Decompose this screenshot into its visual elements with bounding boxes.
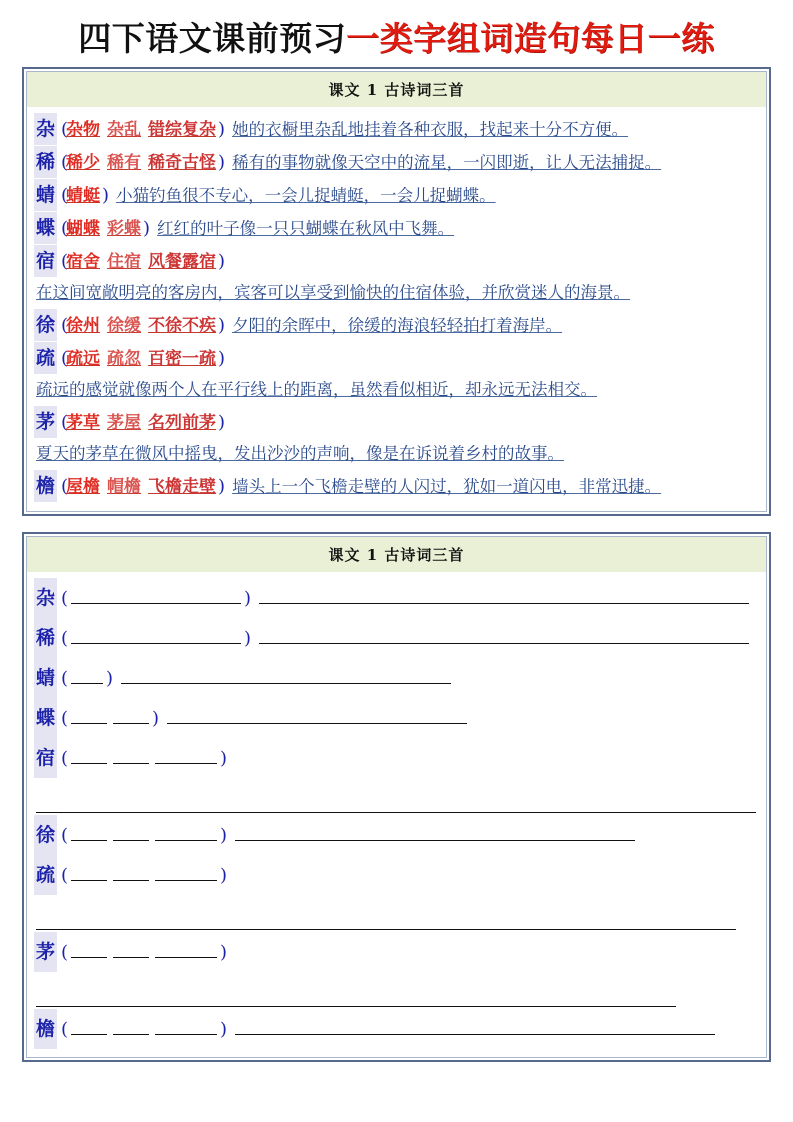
word: 彩蝶 — [107, 219, 142, 239]
answer-row — [34, 212, 759, 244]
close-paren: ) — [106, 668, 114, 689]
open-paren: ( — [61, 185, 65, 206]
word-blank-group[interactable] — [68, 941, 220, 958]
character-label: 宿 — [34, 738, 57, 778]
word: 杂物 — [66, 120, 101, 140]
close-paren: ) — [143, 218, 151, 239]
character-label: 徐 — [34, 815, 57, 855]
word-blank[interactable] — [113, 747, 149, 764]
close-paren: ) — [218, 315, 226, 336]
sentence-blank[interactable] — [167, 707, 467, 724]
word-list — [64, 472, 218, 502]
close-paren: ) — [220, 1019, 228, 1040]
open-paren: ( — [61, 825, 69, 846]
word-blank[interactable] — [155, 864, 217, 881]
character-label: 杂 — [34, 578, 57, 618]
word-list — [64, 214, 143, 244]
close-paren: ) — [218, 476, 226, 497]
open-paren: ( — [61, 748, 69, 769]
close-paren: ) — [218, 119, 226, 140]
open-paren: ( — [61, 588, 69, 609]
word-blank-group[interactable] — [68, 667, 106, 684]
open-paren: ( — [61, 708, 69, 729]
open-paren: ( — [61, 315, 65, 336]
close-paren: ) — [220, 825, 228, 846]
word-list — [64, 181, 102, 211]
word-list — [64, 247, 218, 277]
sentence-blank[interactable] — [259, 627, 749, 644]
word: 稀少 — [66, 153, 101, 173]
word-blank[interactable] — [71, 864, 107, 881]
close-paren: ) — [220, 748, 228, 769]
character-label: 稀 — [34, 618, 57, 658]
answer-row — [34, 146, 759, 178]
word: 杂乱 — [107, 120, 142, 140]
example-sentence-line — [34, 278, 759, 308]
practice-row — [34, 578, 759, 618]
page-title — [0, 0, 793, 67]
answer-box-inner — [26, 71, 767, 512]
practice-row — [34, 738, 759, 778]
character-label: 蝶 — [34, 212, 57, 244]
word-blank[interactable] — [113, 707, 149, 724]
word-blank[interactable] — [71, 1018, 107, 1035]
sentence-blank[interactable] — [121, 667, 451, 684]
page-title-red: 一类字组词造句每日一练 — [346, 19, 715, 58]
close-paren: ) — [102, 185, 110, 206]
answer-row — [34, 406, 759, 438]
word-blank[interactable] — [113, 824, 149, 841]
example-sentence-line — [34, 375, 759, 405]
answer-row — [34, 179, 759, 211]
example-sentence: 夕阳的余晖中，徐缓的海浪轻轻拍打着海岸。 — [232, 316, 563, 335]
practice-row — [34, 658, 759, 698]
word: 稀奇古怪 — [148, 153, 217, 173]
word-list — [64, 115, 218, 145]
character-label: 杂 — [34, 113, 57, 145]
open-paren: ( — [61, 668, 69, 689]
example-sentence: 夏天的茅草在微风中摇曳，发出沙沙的声响，像是在诉说着乡村的故事。 — [36, 444, 564, 463]
word-blank[interactable] — [71, 747, 107, 764]
word-list — [64, 344, 218, 374]
open-paren: ( — [61, 865, 69, 886]
word: 错综复杂 — [148, 120, 217, 140]
word: 宿舍 — [66, 252, 101, 272]
word: 蝴蝶 — [66, 219, 101, 239]
word: 徐缓 — [107, 316, 142, 336]
practice-box-header: 课文 1 古诗词三首 — [27, 537, 766, 572]
word-blank[interactable] — [71, 707, 107, 724]
word-blank[interactable] — [71, 824, 107, 841]
close-paren: ) — [218, 348, 226, 369]
character-label: 稀 — [34, 146, 57, 178]
answer-row — [34, 342, 759, 374]
word-blank[interactable] — [71, 941, 107, 958]
character-label: 茅 — [34, 406, 57, 438]
open-paren: ( — [61, 251, 65, 272]
open-paren: ( — [61, 119, 65, 140]
word-blank[interactable] — [113, 1018, 149, 1035]
word: 徐州 — [66, 316, 101, 336]
word-list — [64, 311, 218, 341]
practice-box-inner — [26, 536, 767, 1058]
open-paren: ( — [61, 348, 65, 369]
word: 屋檐 — [66, 477, 101, 497]
practice-box-body — [27, 572, 766, 1057]
word: 蜻蜓 — [66, 186, 101, 206]
close-paren: ) — [244, 588, 252, 609]
answer-box — [22, 67, 771, 516]
word-blank-group[interactable] — [68, 587, 244, 604]
practice-box — [22, 532, 771, 1062]
close-paren: ) — [218, 152, 226, 173]
example-sentence: 小猫钓鱼很不专心，一会儿捉蜻蜓，一会儿捉蝴蝶。 — [116, 186, 496, 205]
practice-row — [34, 855, 759, 895]
open-paren: ( — [61, 218, 65, 239]
example-sentence: 疏远的感觉就像两个人在平行线上的距离，虽然看似相近，却永远无法相交。 — [36, 380, 597, 399]
practice-row — [34, 815, 759, 855]
word-blank-group[interactable] — [68, 747, 220, 764]
word: 风餐露宿 — [148, 252, 217, 272]
character-label: 蜻 — [34, 658, 57, 698]
word-list — [64, 148, 218, 178]
word: 茅屋 — [107, 413, 142, 433]
sentence-blank[interactable] — [36, 778, 756, 813]
open-paren: ( — [61, 1019, 69, 1040]
character-label: 蜻 — [34, 179, 57, 211]
open-paren: ( — [61, 476, 65, 497]
character-label: 茅 — [34, 932, 57, 972]
character-label: 疏 — [34, 342, 57, 374]
word-blank[interactable] — [71, 627, 241, 644]
word-list — [64, 408, 218, 438]
character-label: 蝶 — [34, 698, 57, 738]
word: 疏远 — [66, 349, 101, 369]
sentence-blank[interactable] — [36, 895, 736, 930]
word: 茅草 — [66, 413, 101, 433]
word-blank[interactable] — [71, 667, 103, 684]
word-blank-group[interactable] — [68, 864, 220, 881]
word-blank[interactable] — [155, 747, 217, 764]
word: 名列前茅 — [148, 413, 217, 433]
sentence-blank[interactable] — [235, 1018, 715, 1035]
character-label: 宿 — [34, 245, 57, 277]
word: 稀有 — [107, 153, 142, 173]
example-sentence-line — [34, 439, 759, 469]
page-title-black: 四下语文课前预习 — [78, 19, 347, 58]
example-sentence: 在这间宽敞明亮的客房内，宾客可以享受到愉快的住宿体验，并欣赏迷人的海景。 — [36, 283, 630, 302]
word-blank[interactable] — [113, 864, 149, 881]
sentence-blank[interactable] — [36, 972, 676, 1007]
word-blank[interactable] — [155, 824, 217, 841]
word-blank-group[interactable] — [68, 707, 152, 724]
character-label: 徐 — [34, 309, 57, 341]
close-paren: ) — [152, 708, 160, 729]
word: 百密一疏 — [148, 349, 217, 369]
example-sentence: 墙头上一个飞檐走壁的人闪过，犹如一道闪电，非常迅捷。 — [232, 477, 662, 496]
close-paren: ) — [244, 628, 252, 649]
practice-row — [34, 932, 759, 972]
answer-row — [34, 470, 759, 502]
character-label: 檐 — [34, 1009, 57, 1049]
word-blank[interactable] — [113, 941, 149, 958]
example-sentence: 红红的叶子像一只只蝴蝶在秋风中飞舞。 — [157, 219, 455, 238]
practice-row — [34, 698, 759, 738]
sentence-blank[interactable] — [259, 587, 749, 604]
close-paren: ) — [218, 251, 226, 272]
practice-row — [34, 618, 759, 658]
close-paren: ) — [220, 942, 228, 963]
example-sentence: 她的衣橱里杂乱地挂着各种衣服，找起来十分不方便。 — [232, 120, 629, 139]
word-blank[interactable] — [155, 1018, 217, 1035]
word-blank[interactable] — [71, 587, 241, 604]
word-blank-group[interactable] — [68, 824, 220, 841]
close-paren: ) — [218, 412, 226, 433]
sentence-blank[interactable] — [235, 824, 635, 841]
answer-row — [34, 309, 759, 341]
word-blank-group[interactable] — [68, 1018, 220, 1035]
character-label: 疏 — [34, 855, 57, 895]
answer-row — [34, 113, 759, 145]
open-paren: ( — [61, 412, 65, 433]
word-blank-group[interactable] — [68, 627, 244, 644]
open-paren: ( — [61, 628, 69, 649]
answer-row — [34, 245, 759, 277]
word: 不徐不疾 — [148, 316, 217, 336]
open-paren: ( — [61, 152, 65, 173]
word: 飞檐走壁 — [148, 477, 217, 497]
word-blank[interactable] — [155, 941, 217, 958]
word: 疏忽 — [107, 349, 142, 369]
practice-row — [34, 1009, 759, 1049]
answer-box-body — [27, 107, 766, 511]
word: 住宿 — [107, 252, 142, 272]
character-label: 檐 — [34, 470, 57, 502]
example-sentence: 稀有的事物就像天空中的流星，一闪即逝，让人无法捕捉。 — [232, 153, 662, 172]
open-paren: ( — [61, 942, 69, 963]
answer-box-header: 课文 1 古诗词三首 — [27, 72, 766, 107]
word: 帽檐 — [107, 477, 142, 497]
close-paren: ) — [220, 865, 228, 886]
